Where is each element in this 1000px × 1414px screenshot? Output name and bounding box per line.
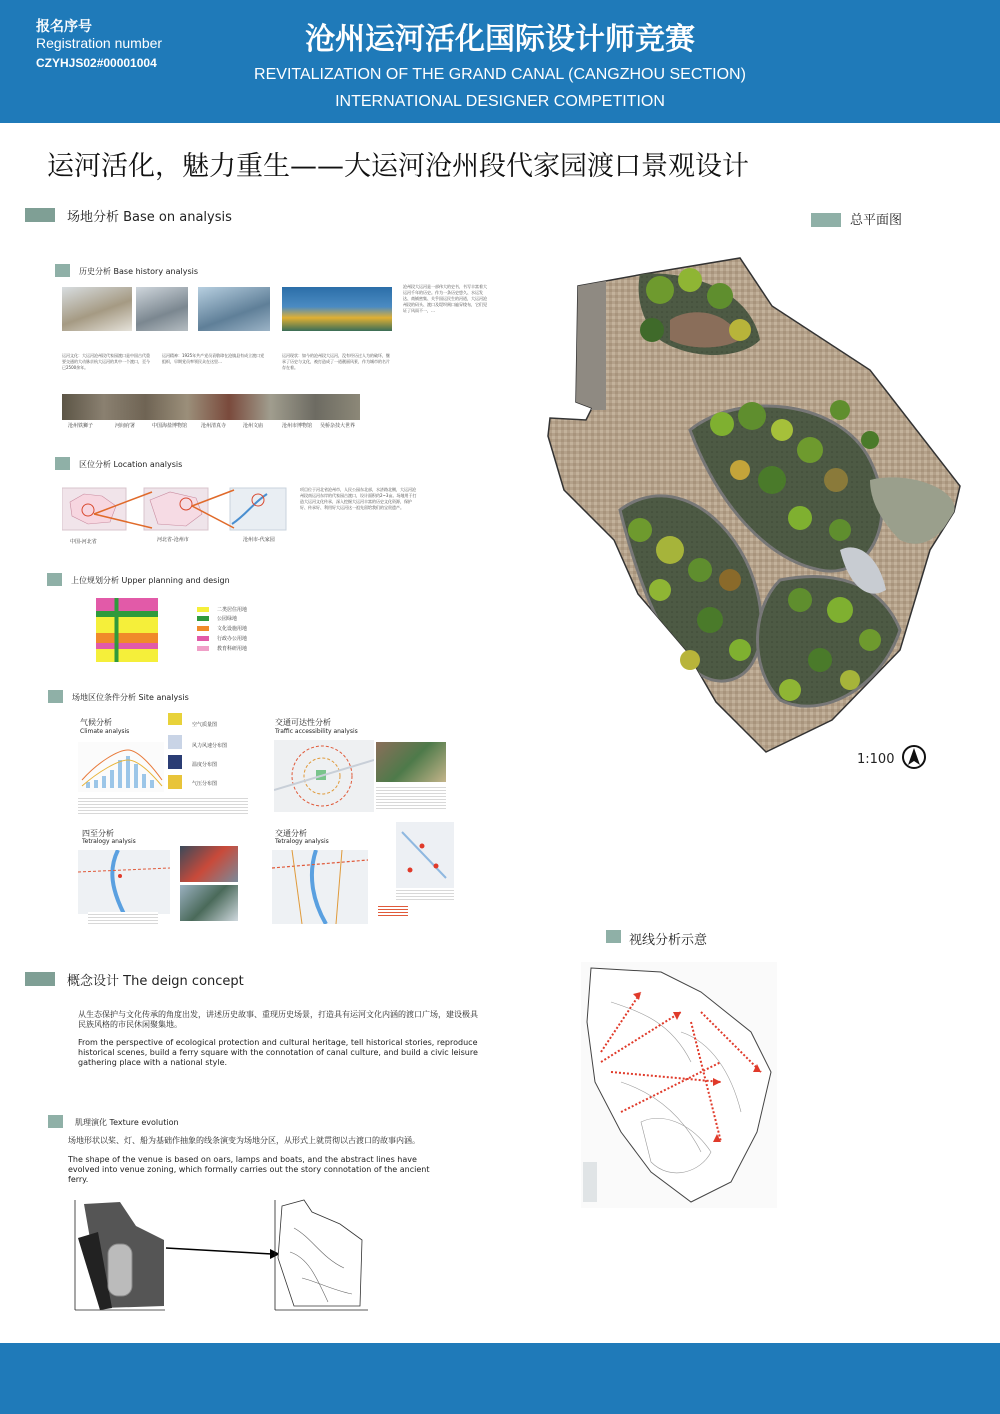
competition-title-en-2: INTERNATIONAL DESIGNER COMPETITION [335,93,665,110]
legend-swatch [197,636,209,641]
street-photo [180,885,238,921]
master-plan-title: 总平面图 [850,213,903,228]
climate-text-block [78,796,248,816]
legend-swatch [197,646,209,651]
climate-legend-label: 风力风速分布图 [192,743,228,749]
texture-evolution-diagram [72,1198,372,1314]
history-caption: 运河文化：大运河沧州段代家园渡口是中国古代重要交通的大动脉京杭大运河的其中一个渡口，至今已2500余年。 [62,353,150,370]
texture-title: 肌理演化 Texture evolution [75,1118,179,1127]
page-title: 运河活化，魅力重生——大运河沧州段代家园渡口景观设计 [47,151,749,182]
climate-map-icon [168,755,182,769]
section-marker [25,208,55,222]
landmark-photo-strip [62,394,360,420]
tetralogy-text-block [88,912,158,926]
landmark-label: 吴桥杂技大世界 [320,423,356,429]
climate-legend-label: 空气质量图 [192,722,218,728]
traffic-title-cn: 交通可达性分析 [275,718,331,727]
traffic-text-block [376,787,446,811]
subsection-marker [47,573,62,586]
location-map-label: 沧州市-代家园 [243,537,275,543]
traffic-title-en: Traffic accessibility analysis [275,728,358,735]
history-photo [62,287,132,331]
climate-map-icon [168,735,182,749]
scale-label: 1:100 [857,752,895,767]
canal-night-photo [282,287,392,331]
sightline-diagram [581,962,777,1208]
legend-swatch [197,607,209,612]
land-use-map [96,598,158,662]
legend-label: 公园绿地 [217,616,238,622]
landmark-label: 中国海盐博物馆 [152,423,188,429]
traffic2-title-cn: 交通分析 [275,829,307,838]
history-title: 历史分析 Base history analysis [79,267,199,276]
history-photo [198,287,270,331]
texture-text-cn: 场地形状以桨、灯、船为基础作抽象的线条演变为场地分区，从形式上就贯彻以古渡口的故事内涵。 [68,1136,420,1145]
registration-label-cn: 报名序号 [36,18,92,34]
street-photo [180,846,238,882]
climate-legend-label: 气压分布图 [192,781,218,787]
legend-label: 二类居住用地 [217,607,248,613]
subsection-marker [606,930,621,943]
transit-text-block [396,890,454,902]
master-plan-drawing [540,250,970,780]
concept-text-en: From the perspective of ecological protection and cultural heritage, tell historical stories, reproduce historical scenes, build a ferry square with the connotation of canal culture, and build a civic leisure gathering place with a national style. [78,1038,478,1067]
climate-title-cn: 气候分析 [80,718,112,727]
climate-map-icon [168,713,182,725]
landmark-label: 沧州清真寺 [201,423,227,429]
landmark-label: 沧州文庙 [243,423,264,429]
section-marker [25,972,55,986]
competition-title-cn: 沧州运河活化国际设计师竞赛 [305,22,695,57]
climate-title-en: Climate analysis [80,728,130,735]
location-text: 项目位于河北省沧州市，人民公园东北部，水济路北侧，大运河沧州段南运河东岸的代家园古渡口，设计面积约2~3亩。场地用于打造大运河文化传承，深入挖掘大运河丰富的历史文化资源，保护好、传承好、利用好大运河这一祖先留给我们的宝贵遗产。 [300,487,417,510]
registration-code: CZYHJS02#00001004 [36,56,157,70]
legend-label: 行政办公用地 [217,636,248,642]
section-marker [811,213,841,227]
tetralogy-title-cn: 四至分析 [82,829,114,838]
concept-text-cn: 从生态保护与文化传承的角度出发，讲述历史故事、重现历史场景，打造具有运河文化内涵的渡口广场，建设极具民族风格的市民休闲聚集地。 [78,1010,478,1029]
legend-swatch [197,616,209,621]
upper-planning-title: 上位规划分析 Upper planning and design [71,576,230,585]
legend-label: 教育科研用地 [217,646,248,652]
landmark-label: 沧州铁狮子 [68,423,94,429]
tetralogy-map [78,850,170,914]
traffic2-title-en: Tetralogy analysis [275,838,329,845]
traffic-accessibility-map [274,740,374,812]
history-side-text: 沧州段大运河是一部伟大的史书，书写丰富着大运河千年的历史。作为一条历史悠久、水运发达、商铺密集、关乎国运民生的河道，大运河沧州段的码头、渡口及堤坝闸口遍穿梭布，它们见证了风雨不一，… [403,284,487,313]
footer-banner [0,1343,1000,1414]
competition-title-en-1: REVITALIZATION OF THE GRAND CANAL (CANGZHOU SECTION) [254,66,746,83]
history-caption: 运河现状：如今的沧州段大运河，没有经历过人为的破坏，继承了历史与文化，被打造成了一道靓丽风景，作为城市的名片存在着。 [282,353,390,370]
transit-map [396,822,454,888]
history-caption: 运河精神：1925年共产党员袁敬璋在沧镇县有成立渡口党组织，早期党员率领民众在这里… [162,353,265,364]
site-conditions-title: 场地区位条件分析 Site analysis [72,693,189,702]
registration-label-en: Registration number [36,35,163,51]
landmark-label: 沧州市博物馆 [282,423,313,429]
history-photo [136,287,188,331]
subsection-marker [55,457,70,470]
climate-map-icon [168,775,182,789]
landmark-label: 河间府署 [115,423,136,429]
site-analysis-title: 场地分析 Base on analysis [67,210,232,225]
climate-legend-label: 温度分布图 [192,762,218,768]
subsection-marker [55,264,70,277]
subsection-marker [48,690,63,703]
tetralogy-title-en: Tetralogy analysis [82,838,136,845]
location-title: 区位分析 Location analysis [79,460,183,469]
location-map-label: 河北省-沧州市 [157,537,189,543]
concept-title: 概念设计 The deign concept [67,974,244,989]
aerial-photo [376,742,446,782]
subsection-marker [48,1115,63,1128]
road-legend [378,906,408,918]
legend-label: 文化设施用地 [217,626,248,632]
legend-swatch [197,626,209,631]
location-maps [62,484,292,534]
sightline-title: 视线分析示意 [629,933,708,948]
north-arrow-icon [901,744,927,770]
texture-text-en: The shape of the venue is based on oars, lamps and boats, and the abstract lines have evolved into venue zoning, which formally carries out the story connotation of the ancient ferry. [68,1155,430,1184]
climate-chart [78,742,164,792]
traffic-map [272,850,368,924]
location-map-label: 中国-河北省 [70,539,97,545]
